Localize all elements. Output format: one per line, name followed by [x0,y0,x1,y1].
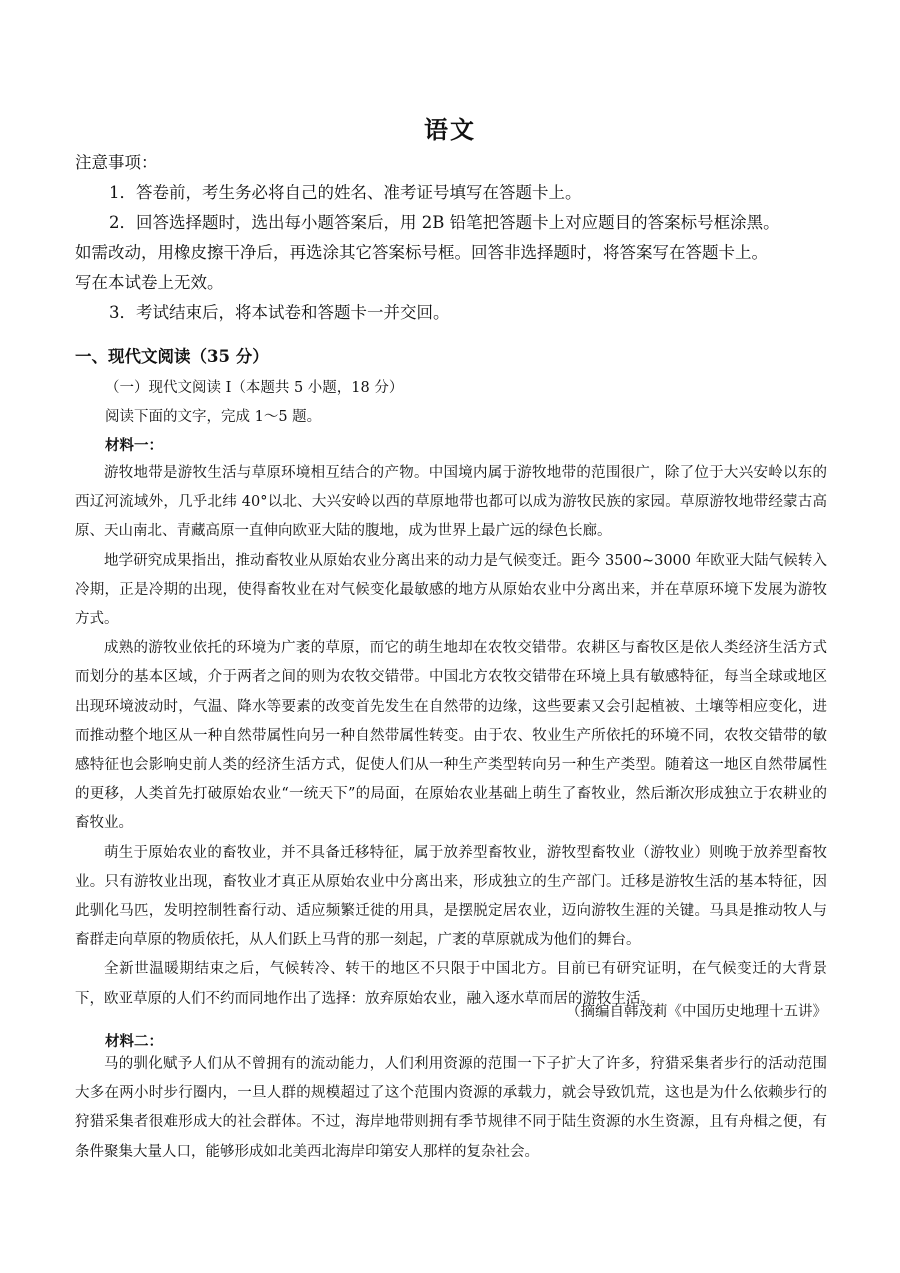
material-1-paragraph: 成熟的游牧业依托的环境为广袤的草原，而它的萌生地却在农牧交错带。农耕区与畜牧区是依人类经济生活方式而划分的基本区域，介于两者之间的则为农牧交错带。中国北方农牧交错带在环境上具有敏感特征，每当全球或地区出现环境波动时，气温、降水等要素的改变首先发生在自然带的边缘，这些要素又会引起植被、土壤等相应变化，进而推动整个地区从一种自然带属性向另一种自然带属性转变。由于农、牧业生产所依托的环境不同，农牧交错带的敏感特征也会影响史前人类的经济生活方式，促使人们从一种生产类型转向另一种生产类型。随着这一地区自然带属性的更移，人类首先打破原始农业“一统天下”的局面，在原始农业基础上萌生了畜牧业，然后渐次形成独立于农耕业的畜牧业。 [75,640,827,832]
sub-section-heading: （一）现代文阅读 I（本题共 5 小题，18 分） [105,380,404,396]
material-2-label: 材料二： [105,1033,163,1050]
section-heading: 一、现代文阅读（35 分） [75,347,269,366]
page-title: 语文 [424,115,476,144]
notice-item-1: 1．答卷前，考生务必将自己的姓名、准考证号填写在答题卡上。 [109,183,582,202]
notice-heading: 注意事项： [75,153,158,172]
reading-instruction: 阅读下面的文字，完成 1～5 题。 [105,409,322,425]
material-1-label: 材料一： [105,437,163,454]
material-1-paragraph: 地学研究成果指出，推动畜牧业从原始农业分离出来的动力是气候变迁。距今 3500~3000 年欧亚大陆气候转入冷期，正是冷期的出现，使得畜牧业在对气候变化最敏感的地方从原始农业中分离出来，并在草原环境下发展为游牧方式。 [75,552,827,628]
notice-item-2-end: 写在本试卷上无效。 [75,273,224,292]
notice-item-2-continued: 如需改动，用橡皮擦干净后，再选涂其它答案标号框。回答非选择题时，将答案写在答题卡上。 [75,243,768,262]
material-1-paragraph: 萌生于原始农业的畜牧业，并不具备迁移特征，属于放养型畜牧业，游牧型畜牧业（游牧业）则晚于放养型畜牧业。只有游牧业出现，畜牧业才真正从原始农业中分离出来，形成独立的生产部门。迁移是游牧生活的基本特征，因此驯化马匹，发明控制牲畜行动、适应频繁迁徙的用具，是摆脱定居农业，迈向游牧生涯的关键。马具是推动牧人与畜群走向草原的物质依托，从人们跃上马背的那一刻起，广袤的草原就成为他们的舞台。 [75,844,827,949]
material-2-paragraph: 马的驯化赋予人们从不曾拥有的流动能力，人们利用资源的范围一下子扩大了许多，狩猎采集者步行的活动范围大多在两小时步行圈内，一旦人群的规模超过了这个范围内资源的承载力，就会导致饥荒，这也是为什么依赖步行的狩猎采集者很难形成大的社会群体。不过，海岸地带则拥有季节规律不同于陆生资源的水生资源，且有舟楫之便，有条件聚集大量人口，能够形成如北美西北海岸印第安人那样的复杂社会。 [75,1056,827,1160]
notice-list [75,178,835,328]
material-1-paragraph: 游牧地带是游牧生活与草原环境相互结合的产物。中国境内属于游牧地带的范围很广，除了位于大兴安岭以东的西辽河流域外，几乎北纬 40°以北、大兴安岭以西的草原地带也都可以成为游牧民族的家园。草原游牧地带经蒙古高原、天山南北、青藏高原一直伸向欧亚大陆的腹地，成为世界上最广远的绿色长廊。 [75,465,827,540]
notice-item-2: 2．回答选择题时，选出每小题答案后，用 2B 铅笔把答题卡上对应题目的答案标号框涂黑。 [109,213,780,232]
notice-item-3: 3．考试结束后，将本试卷和答题卡一并交回。 [109,303,450,322]
material-2-text [75,1050,827,1167]
material-1-source: （摘编自韩茂莉《中国历史地理十五讲》 [566,1004,827,1020]
material-1-text [75,459,827,1014]
material-1-paragraph: 全新世温暖期结束之后，气候转冷、转干的地区不只限于中国北方。目前已有研究证明，在气候变迁的大背景下，欧亚草原的人们不约而同地作出了选择：放弃原始农业，融入逐水草而居的游牧生活。 [75,961,827,1007]
